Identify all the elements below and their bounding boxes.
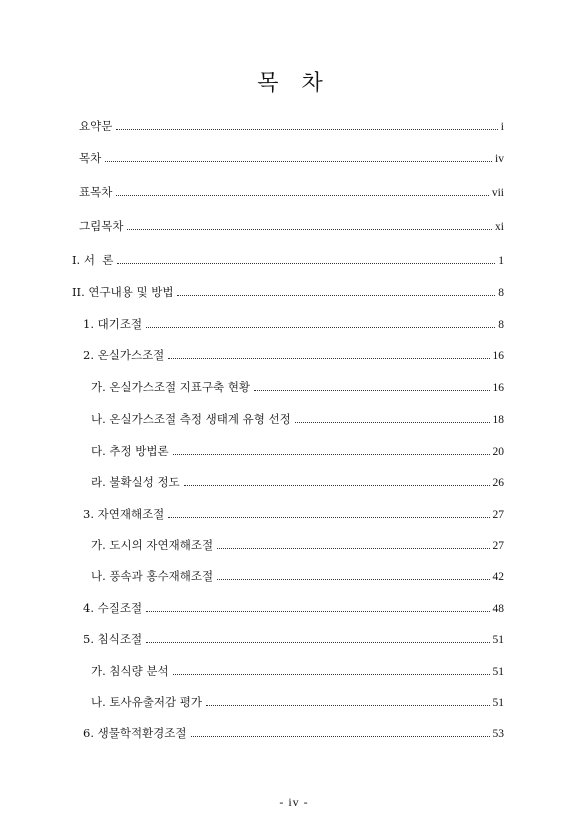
toc-dot-leader: [217, 579, 489, 580]
toc-entry-label: 다. 추정 방법론: [91, 444, 169, 458]
toc-entry-subsection-2-ga[interactable]: [91, 379, 504, 395]
toc-entry-section-4[interactable]: [83, 600, 504, 616]
toc-dot-leader: [146, 327, 495, 328]
toc-entry-label: 나. 온실가스조절 측정 생태계 유형 선정: [91, 412, 291, 426]
toc-entry-page: 51: [492, 697, 504, 709]
toc-entry-label: 나. 토사유출저감 평가: [91, 695, 202, 709]
toc-entry-label: 가. 도시의 자연재해조절: [91, 538, 214, 552]
toc-entry-page: 53: [492, 728, 504, 740]
toc-entry-page: 8: [498, 319, 504, 331]
toc-entry-label: 6. 생물학적환경조절: [83, 726, 187, 740]
toc-entry-subsection-2-na[interactable]: [91, 411, 504, 427]
toc-dot-leader: [206, 705, 490, 706]
toc-entry-subsection-3-ga[interactable]: [91, 537, 504, 553]
toc-entry-summary[interactable]: [79, 118, 504, 134]
toc-entry-chapter-1[interactable]: [72, 252, 504, 268]
toc-entry-subsection-3-na[interactable]: [91, 568, 504, 584]
toc-dot-leader: [217, 548, 489, 549]
toc-entry-label: 나. 풍속과 홍수재해조절: [91, 569, 214, 583]
toc-entry-page: 27: [492, 540, 504, 552]
toc-entry-label: 목차: [79, 151, 102, 165]
toc-entry-page: 42: [492, 571, 504, 583]
toc-entry-subsection-5-ga[interactable]: [91, 663, 504, 679]
toc-entry-page: 18: [492, 414, 504, 426]
toc-entry-label: 2. 온실가스조절: [83, 348, 165, 362]
toc-entry-subsection-2-da[interactable]: [91, 443, 504, 459]
toc-dot-leader: [116, 195, 489, 196]
toc-dot-leader: [168, 517, 489, 518]
toc-dot-leader: [116, 129, 497, 130]
toc-entry-label: 표목차: [79, 185, 113, 199]
toc-entry-page: iv: [495, 153, 504, 165]
toc-entry-label: 3. 자연재해조절: [83, 507, 165, 521]
toc-entry-page: vii: [491, 187, 504, 199]
toc-dot-leader: [295, 422, 490, 423]
toc-entry-section-5[interactable]: [83, 631, 504, 647]
toc-dot-leader: [191, 736, 490, 737]
toc-entry-section-6[interactable]: [83, 725, 504, 741]
toc-entry-page: i: [500, 121, 504, 133]
toc-entry-label: 그림목차: [79, 219, 124, 233]
toc-entry-section-1[interactable]: [83, 316, 504, 332]
toc-dot-leader: [168, 358, 489, 359]
toc-entry-label: II. 연구내용 및 방법: [72, 285, 174, 299]
page-number-footer: - iv -: [279, 795, 309, 809]
toc-dot-leader: [146, 611, 489, 612]
toc-entry-page: 20: [492, 446, 504, 458]
toc-entry-contents[interactable]: [79, 150, 504, 166]
toc-dot-leader: [173, 674, 490, 675]
toc-entry-page: 51: [492, 666, 504, 678]
toc-entry-page: 48: [492, 603, 504, 615]
toc-dot-leader: [254, 390, 489, 391]
toc-entry-label: I. 서 론: [72, 253, 114, 267]
toc-entry-page: 16: [492, 350, 504, 362]
toc-entry-page: 1: [498, 255, 504, 267]
toc-entry-page: 16: [492, 382, 504, 394]
toc-entry-page: 26: [492, 477, 504, 489]
toc-dot-leader: [184, 485, 490, 486]
toc-dot-leader: [146, 642, 489, 643]
toc-entry-label: 가. 침식량 분석: [91, 664, 169, 678]
toc-entry-label: 1. 대기조절: [83, 317, 143, 331]
toc-entry-page: 51: [492, 634, 504, 646]
toc-entry-chapter-2[interactable]: [72, 284, 504, 300]
toc-entry-label: 4. 수질조절: [83, 601, 143, 615]
toc-entry-subsection-5-na[interactable]: [91, 694, 504, 710]
toc-entry-section-3[interactable]: [83, 506, 504, 522]
toc-entry-label: 요약문: [79, 119, 113, 133]
toc-entry-list-of-figures[interactable]: [79, 218, 504, 234]
toc-dot-leader: [117, 263, 495, 264]
toc-entry-page: xi: [495, 221, 504, 233]
toc-entry-label: 라. 불확실성 정도: [91, 475, 180, 489]
toc-entry-section-2[interactable]: [83, 347, 504, 363]
toc-dot-leader: [127, 229, 492, 230]
toc-dot-leader: [177, 295, 495, 296]
toc-entry-subsection-2-ra[interactable]: [91, 474, 504, 490]
toc-entry-list-of-tables[interactable]: [79, 184, 504, 200]
toc-entry-label: 가. 온실가스조절 지표구축 현황: [91, 380, 251, 394]
toc-entry-page: 8: [498, 287, 504, 299]
toc-entry-label: 5. 침식조절: [83, 632, 143, 646]
toc-entry-page: 27: [492, 509, 504, 521]
page-title: 목 차: [257, 71, 331, 96]
toc-dot-leader: [105, 161, 492, 162]
toc-dot-leader: [173, 454, 490, 455]
